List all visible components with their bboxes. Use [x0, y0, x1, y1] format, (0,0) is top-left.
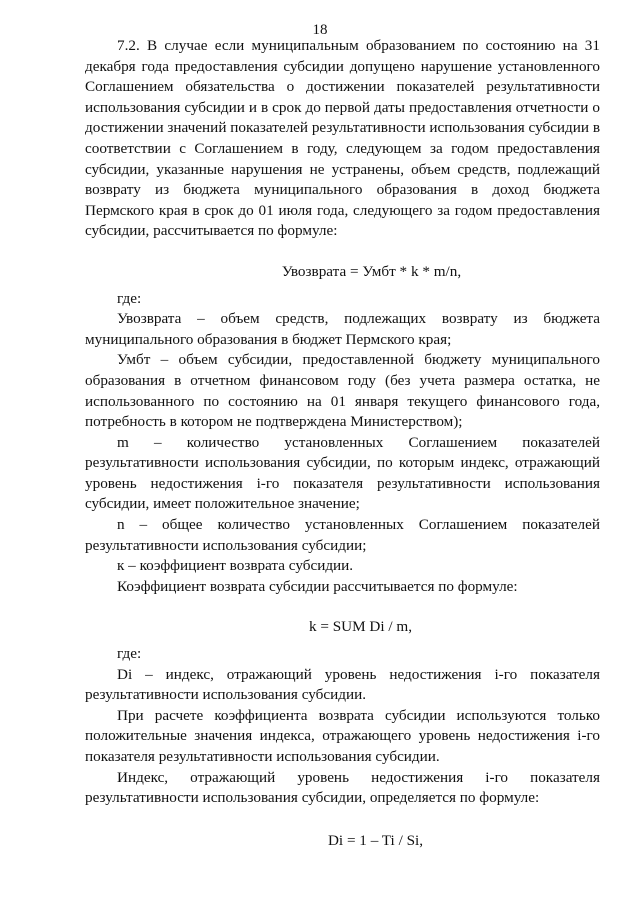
page-number: 18	[312, 22, 328, 38]
where-label: где:	[117, 645, 142, 663]
definition-k: к – коэффициент возврата субсидии.	[117, 557, 354, 575]
definition-m: m – количество установленных Соглашением показателей результативности использования субсидии, по которым индекс, отражающий уровень недостижения i-го показателя результативности использования субсидии, имеет положительное значение;	[85, 433, 600, 513]
formula-k: k = SUM Di / m,	[308, 618, 413, 636]
where-label: где:	[117, 289, 142, 307]
index-intro: Индекс, отражающий уровень недостижения i-го показателя результативности использования субсидии, определяется по формуле:	[85, 768, 600, 807]
formula-di: Di = 1 – Ti / Si,	[327, 831, 424, 849]
definition-umbt: Умбт – объем субсидии, предоставленной бюджету муниципального образования в отчетном финансовом году (без учета размера остатка, не использованного по состоянию на 01 января текущего финансового года, потребность в котором не подтверждена Министерством);	[85, 351, 600, 431]
note-positive-values: При расчете коэффициента возврата субсидии используются только положительные значения индекса, отражающего уровень недостижения i-го показателя результативности использования субсидии.	[85, 706, 600, 765]
definition-uvozvrata: Увозврата – объем средств, подлежащих возврату из бюджета муниципального образования в бюджет Пермского края;	[85, 310, 600, 348]
paragraph-7-2: 7.2. В случае если муниципальным образованием по состоянию на 31 декабря года предоставления субсидии допущено нарушение установленного Соглашением обязательства о достижении показателей результативности использования субсидии и в срок до первой даты предоставления отчетности о достижении значений показателей результативности использования субсидии в соответствии с Соглашением в году, следующем за годом предоставления субсидии, указанные нарушения не устранены, объем средств, подлежащий возврату из бюджета муниципального образования в доход бюджета Пермского края в срок до 01 июля года, следующего за годом предоставления субсидии, рассчитывается по формуле:	[85, 37, 601, 240]
definition-n: n – общее количество установленных Соглашением показателей результативности использования субсидии;	[85, 516, 600, 554]
formula-return-volume: Увозврата = Умбт * k * m/n,	[281, 262, 462, 280]
document-body	[85, 36, 600, 851]
k-intro: Коэффициент возврата субсидии рассчитывается по формуле:	[117, 577, 518, 595]
definition-di: Di – индекс, отражающий уровень недостижения i-го показателя результативности использования субсидии.	[85, 665, 600, 704]
